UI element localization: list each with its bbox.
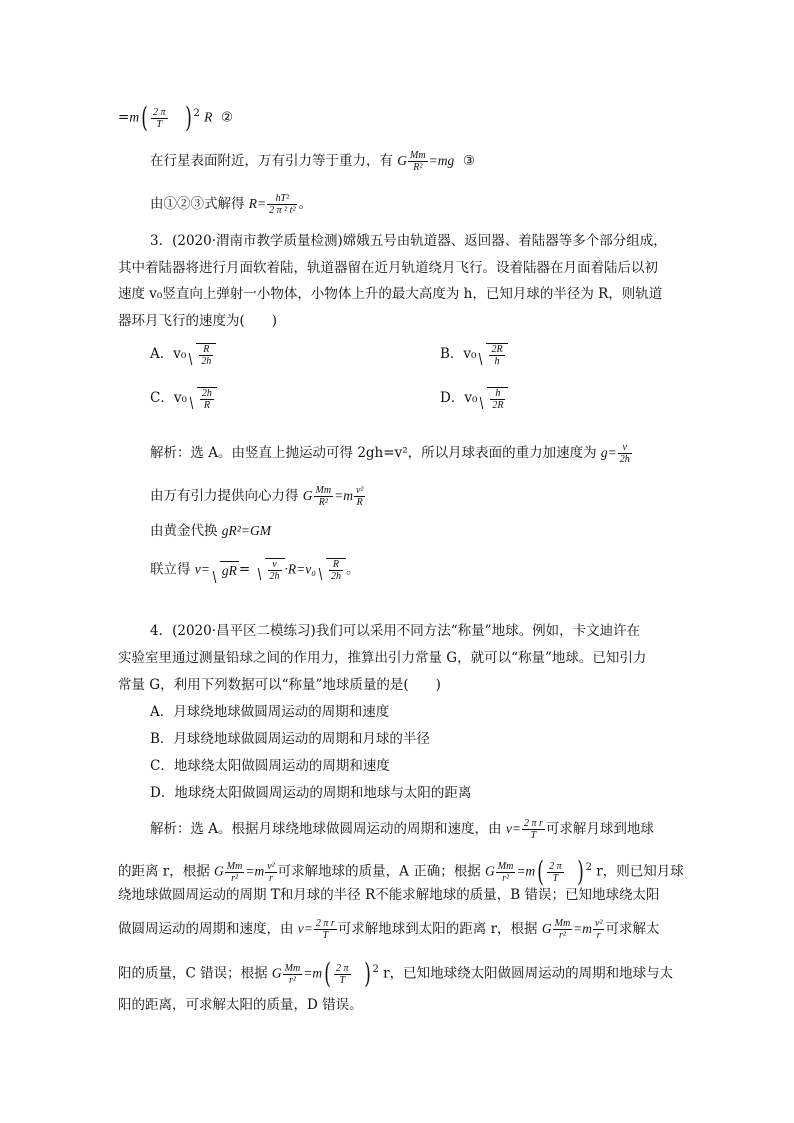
equation-2 [118, 101, 234, 134]
q4-analysis-5: 阳的质量，C 错误；根据 G $\frac{Mm}{\text{r²}}$ =m( $\frac{2 \pi}{T}$ ) $^2$ r，已知地球绕太阳做圆周运动的周期和地球与太 [118, 957, 674, 990]
q3-analysis-1: 解析：选 A。由竖直上抛运动可得 2gh=v²，所以月球表面的重力加速度为 g= $\frac{v}{2h}$ [150, 442, 630, 465]
q4-option-a[interactable]: A．月球绕地球做圆周运动的周期和速度 [150, 704, 390, 720]
q4-option-d[interactable]: D．地球绕太阳做圆周运动的周期和地球与太阳的距离 [150, 785, 472, 801]
q3-line-1: 3．(2020·渭南市教学质量检测)嫦娥五号由轨道器、返回器、着陆器等多个部分组成， [150, 233, 667, 249]
eq-number-3: ③ [462, 153, 475, 169]
q4-analysis-2: 的距离 r，根据 G $\frac{Mm}{\text{r²}}$ =m $\frac{\text{v²}}{r}$ 可求解地球的质量，A 正确；根据 G $\frac{Mm}{\text{r²}}$ =m( $\frac{2 \pi}{T}$ ) $^2$ r，则已知月球 [118, 855, 684, 888]
sqrt: $\frac{2R}{h}$ [476, 343, 507, 367]
q4-analysis-3: 绕地球做圆周运动的周期 T和月球的半径 R不能求解地球的质量，B 错误；已知地球绕太阳 [118, 887, 660, 903]
q4-analysis-6: 阳的距离，可求解太阳的质量，D 错误。 [118, 997, 363, 1013]
q3-analysis-4: 联立得 v= gR = $\frac{v}{2h}$ ·R=v₀ $\frac{R}{2h}$ 。 [150, 559, 360, 582]
fraction-hT2: $\frac{\text{hT²}}{\text{2 π ² t²}}$ [269, 193, 296, 216]
exponent: 2 [193, 108, 200, 119]
q4-option-b[interactable]: B．月球绕地球做圆周运动的周期和月球的半径 [150, 731, 430, 747]
eq3-text: 在行星表面附近，万有引力等于重力，有 [150, 153, 393, 169]
eq-sign: = [118, 109, 130, 126]
eq-number-2: ② [220, 109, 234, 126]
q3-analysis-2: 由万有引力提供向心力得 G $\frac{Mm}{\text{R²}}$ =m $\frac{\text{v²}}{R}$ [150, 485, 364, 508]
q3-option-c[interactable]: C．v₀ $\frac{2h}{R}$ [150, 386, 217, 411]
q3-line-4: 器环月飞行的速度为( ) [118, 313, 278, 329]
fraction-Mm-R2: $\frac{Mm}{\text{R²}}$ [410, 150, 426, 173]
q4-analysis-1: 解析：选 A。根据月球绕地球做圆周运动的周期和速度，由 v= $\frac{\text{2 π r}}{T}$ 可求解月球到地球 [150, 818, 654, 841]
paren-left: ( [141, 101, 148, 134]
q3-option-d[interactable]: D．v₀ $\frac{h}{2R}$ [440, 386, 508, 411]
q4-option-c[interactable]: C．地球绕太阳做圆周运动的周期和速度 [150, 758, 390, 774]
q4-line-2: 实验室里通过测量铅球之间的作用力，推算出引力常量 G，就可以“称量”地球。已知引力 [118, 650, 647, 666]
q3-line-2: 其中着陆器将进行月面软着陆，轨道器留在近月轨道绕月飞行。设着陆器在月面着陆后以初 [118, 260, 658, 276]
q4-line-1: 4．(2020·昌平区二模练习)我们可以采用不同方法“称量”地球。例如，卡文迪许在 [150, 623, 641, 639]
paren-right: ) [184, 101, 192, 134]
q3-option-b[interactable]: B．v₀ $\frac{2R}{h}$ [440, 342, 508, 367]
q3-option-a[interactable]: A．v₀ $\frac{R}{2h}$ [150, 342, 216, 367]
sqrt: $\frac{h}{2R}$ [477, 387, 508, 411]
fraction-2pi-over-t: $\frac{2 \pi}{T}$ [153, 106, 166, 130]
fraction-v-2h: $\frac{v}{2h}$ [619, 442, 630, 465]
q4-analysis-4: 做圆周运动的周期和速度，由 v= $\frac{\text{2 π r}}{T}$ 可求解地球到太阳的距离 r，根据 G $\frac{Mm}{\text{r²}}$ =m $\frac{\text{v²}}{r}$ 可求解太 [118, 918, 660, 941]
sqrt: $\frac{2h}{R}$ [187, 387, 217, 411]
sqrt: $\frac{R}{2h}$ [186, 343, 216, 367]
equation-3: 在行星表面附近，万有引力等于重力，有 G $\frac{Mm}{\text{R²}}$ =mg ③ [150, 150, 475, 173]
q4-line-3: 常量 G，利用下列数据可以“称量”地球质量的是( ) [118, 677, 441, 693]
q3-analysis-3: 由黄金代换 gR²=GM [150, 523, 271, 539]
q3-line-3: 速度 v₀竖直向上弹射一小物体，小物体上升的最大高度为 h，已知月球的半径为 R，则轨道 [118, 286, 663, 302]
var-m: m [129, 109, 140, 125]
solve-line: 由①②③式解得 R= $\frac{\text{hT²}}{\text{2 π ² t²}}$ 。 [150, 193, 312, 216]
var-R: R [204, 109, 213, 125]
